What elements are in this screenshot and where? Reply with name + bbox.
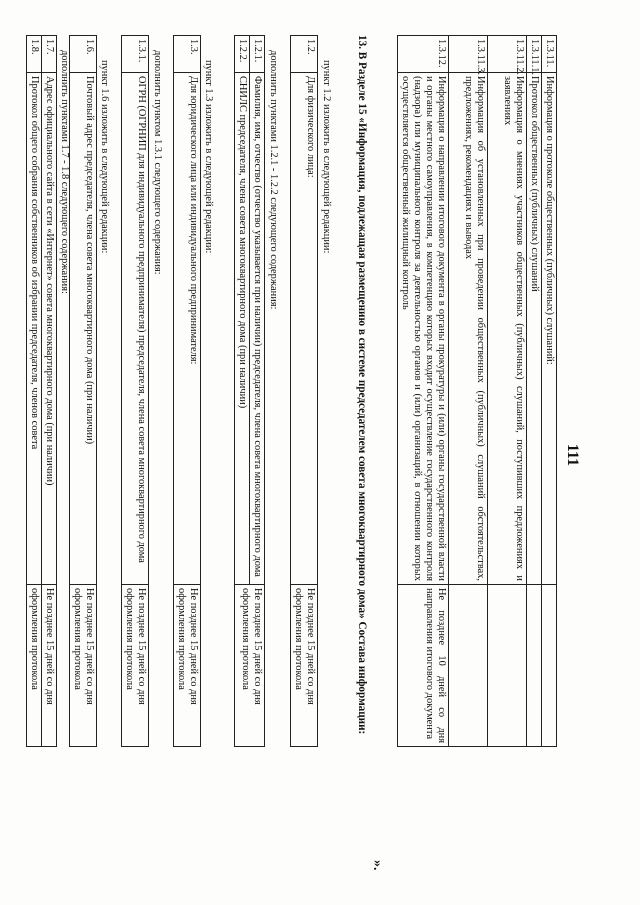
row-number: 1.2.2. (235, 36, 250, 73)
row-number: 1.3. (174, 36, 201, 73)
row-number: 1.3.11.2. (488, 36, 527, 73)
table-row (449, 36, 488, 747)
table-row (527, 36, 542, 747)
table-rows-1-7 (41, 35, 57, 747)
table-row (122, 36, 149, 747)
row-text: Для физического лица: (291, 73, 318, 585)
instruction-add17: дополнить пунктами 1.7 - 1.8 следующего содержания: (59, 50, 70, 294)
row-text: Протокол общественных (публичных) слушаний (527, 73, 542, 585)
row-term: Не позднее 15 дней со дня оформления протокола (70, 585, 97, 747)
rotated-document (29, 20, 581, 890)
row-text: Информация о направлении итогового документа в органы прокуратуры и (или) органы государственной власти и органы местного самоуправления, в компетенцию которых входит осуществление государственного контроля (надзора) или муниципального контроля за деятельностью органов и (или) организаций, в отношении которых осуществляется общественный жилищный контроль (398, 73, 449, 585)
instruction-add121: дополнить пунктами 1.2.1 - 1.2.2 следующего содержания: (268, 50, 279, 310)
row-number: 1.3.12. (398, 36, 449, 73)
table-row (250, 36, 265, 747)
section-13-heading: 13. В Разделе 15 «Информация, подлежащая размещению в системе председателем совета многоквартирного дома» Состава информации: (356, 35, 368, 735)
row-number: 1.8. (27, 36, 42, 73)
row-number: 1.3.1. (122, 36, 149, 73)
row-text: Адрес официального сайта в сети «Интернет» совета многоквартирного дома (при наличии) (42, 73, 57, 585)
row-text: Информация о мнениях участников общественных (публичных) слушаний, поступивших предложениях и заявлениях (488, 73, 527, 585)
row-term (449, 585, 488, 747)
table-row (542, 36, 557, 747)
row-number: 1.3.11.3. (449, 36, 488, 73)
row-text: Для юридического лица или индивидуального предпринимателя: (174, 73, 201, 585)
table-row (291, 36, 318, 747)
row-term (542, 585, 557, 747)
table-row-1-6 (69, 35, 97, 747)
table-section-1-3-11 (397, 35, 557, 747)
table-row (174, 36, 201, 747)
row-number: 1.3.11.1. (527, 36, 542, 73)
table-row-1-8 (26, 35, 42, 747)
row-term: Не позднее 15 дней со дня оформления протокола (174, 585, 201, 747)
table-row (27, 36, 42, 747)
row-term: Не позднее 15 дней со дня (42, 585, 57, 747)
row-number: 1.6. (70, 36, 97, 73)
table-rows-1-2-1 (234, 35, 265, 747)
table-row (488, 36, 527, 747)
row-text: Фамилия, имя, отчество (отчество указывается при наличии) председателя, члена совета многоквартирного дома (250, 73, 265, 585)
row-text: Информация о протоколе общественных (публичных) слушаний: (542, 73, 557, 585)
instruction-p12: пункт 1.2 изложить в следующей редакции: (321, 60, 332, 254)
row-text: Протокол общего собрания собственников об избрании председателя, членов совета (27, 73, 42, 585)
table-row-1-2 (290, 35, 318, 747)
row-text: Почтовый адрес председателя, члена совета многоквартирного дома (при наличии) (70, 73, 97, 585)
row-text: СНИЛС председателя, члена совета многоквартирного дома (при наличии) (235, 73, 250, 585)
row-term (488, 585, 527, 747)
closing-quote: ». (370, 860, 385, 871)
row-term: Не позднее 15 дней со дня оформления протокола (235, 585, 265, 747)
row-term: Не позднее 10 дней со дня направления итогового документа (398, 585, 449, 747)
table-row (70, 36, 97, 747)
table-row-1-3-1 (121, 35, 149, 747)
row-term: оформления протокола (27, 585, 42, 747)
row-number: 1.2.1. (250, 36, 265, 73)
instruction-p13: пункт 1.3 изложить в следующей редакции: (203, 60, 214, 254)
page-number: 111 (564, 443, 581, 467)
row-text: ОГРН (ОГРНИП для индивидуального предпринимателя) председателя, члена совета многоквартирного дома (122, 73, 149, 585)
table-row (398, 36, 449, 747)
instruction-p16: пункт 1.6 изложить в следующей редакции: (99, 60, 110, 254)
row-text: Информация об установленных при проведении общественных (публичных) слушаний обстоятельствах, предложениях, рекомендациях и выводах (449, 73, 488, 585)
row-term (527, 585, 542, 747)
row-number: 1.7. (42, 36, 57, 73)
table-row-1-3 (173, 35, 201, 747)
row-term: Не позднее 15 дней со дня оформления протокола (122, 585, 149, 747)
row-term: Не позднее 15 дней со дня оформления протокола (291, 585, 318, 747)
table-row (42, 36, 57, 747)
instruction-add131: дополнить пунктом 1.3.1 следующего содержания: (152, 50, 163, 275)
row-number: 1.3.11. (542, 36, 557, 73)
row-number: 1.2. (291, 36, 318, 73)
